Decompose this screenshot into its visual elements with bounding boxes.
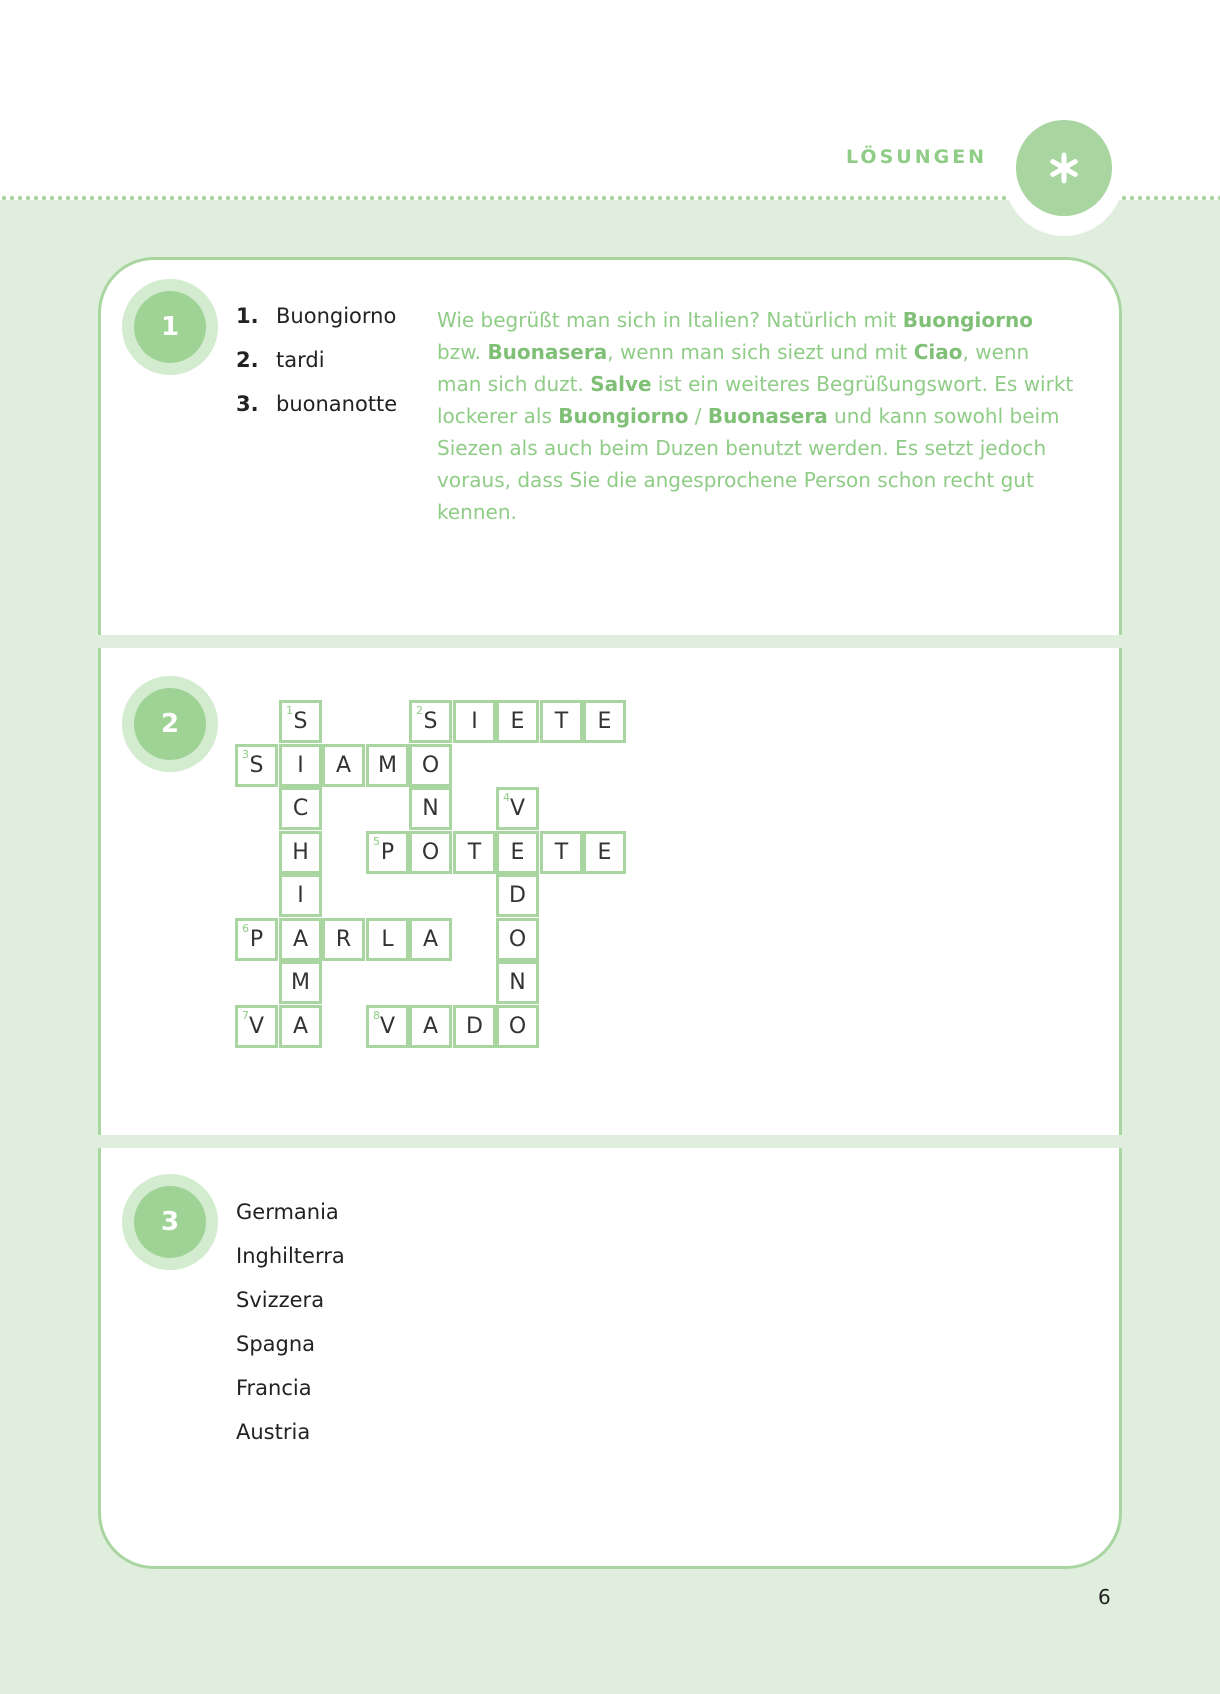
crossword-cell — [279, 700, 322, 743]
crossword-cell — [409, 1005, 452, 1048]
country-item: Germania — [236, 1200, 339, 1224]
clue-number: 1 — [286, 704, 293, 717]
crossword-cell — [322, 918, 365, 961]
country-item: Austria — [236, 1420, 311, 1444]
crossword-cell — [409, 831, 452, 874]
clue-number: 7 — [242, 1009, 249, 1022]
crossword-letter: N — [509, 970, 526, 995]
crossword-letter: E — [597, 840, 612, 865]
explanation-keyword: Buonasera — [487, 340, 608, 364]
crossword-letter: A — [422, 1014, 439, 1039]
crossword-cell — [496, 831, 539, 874]
crossword-letter: T — [554, 840, 569, 865]
crossword-cell — [540, 831, 583, 874]
crossword-letter: I — [471, 709, 478, 734]
crossword-letter: I — [297, 883, 304, 908]
crossword-cell — [409, 918, 452, 961]
answer-number: 2. — [236, 348, 259, 372]
crossword-letter: E — [597, 709, 612, 734]
explanation-segment: Wie begrüßt man sich in Italien? Natürlich mit — [437, 308, 903, 332]
crossword-letter: P — [380, 840, 395, 865]
crossword-cell — [279, 744, 322, 787]
crossword-letter: V — [379, 1014, 396, 1039]
crossword-letter: M — [378, 753, 397, 778]
country-item: Spagna — [236, 1332, 316, 1356]
crossword-cell — [366, 1005, 409, 1048]
explanation-keyword: Buonasera — [707, 404, 828, 428]
crossword-letter: P — [249, 927, 264, 952]
clue-number: 5 — [373, 835, 380, 848]
explanation-segment: , wenn man sich duzt. — [437, 340, 1030, 396]
crossword-cell — [496, 787, 539, 830]
crossword-letter: O — [421, 753, 440, 778]
crossword-cell — [453, 700, 496, 743]
crossword-letter: H — [292, 840, 309, 865]
answer-number: 3. — [236, 392, 259, 416]
country-list — [236, 1200, 345, 1464]
explanation-keyword: Ciao — [913, 340, 963, 364]
country-item: Svizzera — [236, 1288, 325, 1312]
answer-item — [236, 392, 397, 436]
clue-number: 2 — [416, 704, 423, 717]
clue-number: 8 — [373, 1009, 380, 1022]
answer-text: Buongiorno — [276, 304, 397, 328]
exercise-number-1 — [122, 279, 218, 375]
crossword-cell — [496, 700, 539, 743]
crossword-letter: D — [509, 883, 526, 908]
exercise-number-label: 1 — [134, 291, 206, 363]
explanation-segment: und kann sowohl beim Siezen als auch beim Duzen benutzt werden. Es setzt jedoch voraus, dass Sie die angesprochene Person schon recht gut kennen. — [437, 404, 1060, 524]
section-title: LÖSUNGEN — [846, 146, 988, 168]
exercise-number-3 — [122, 1174, 218, 1270]
crossword-letter: N — [422, 796, 439, 821]
crossword-cell — [540, 700, 583, 743]
answer-list — [236, 304, 397, 436]
answer-item — [236, 304, 397, 348]
crossword-grid — [235, 700, 635, 1052]
crossword-letter: A — [292, 1014, 309, 1039]
crossword-letter: O — [508, 927, 527, 952]
crossword-cell — [366, 744, 409, 787]
crossword-letter: C — [292, 796, 309, 821]
crossword-cell — [235, 1005, 278, 1048]
explanation-keyword: Salve — [590, 372, 652, 396]
explanation-keyword: Buongiorno — [558, 404, 689, 428]
crossword-cell — [279, 787, 322, 830]
crossword-cell — [453, 831, 496, 874]
crossword-letter: A — [335, 753, 352, 778]
crossword-cell — [583, 831, 626, 874]
crossword-letter: D — [466, 1014, 483, 1039]
exercise-number-2 — [122, 676, 218, 772]
crossword-cell — [453, 1005, 496, 1048]
explanation-text — [437, 304, 1077, 528]
crossword-cell — [279, 831, 322, 874]
exercise-number-label: 2 — [134, 688, 206, 760]
answer-number: 1. — [236, 304, 259, 328]
crossword-letter: O — [421, 840, 440, 865]
crossword-letter: T — [554, 709, 569, 734]
crossword-cell — [496, 1005, 539, 1048]
clue-number: 6 — [242, 922, 249, 935]
answer-text: tardi — [276, 348, 325, 372]
explanation-segment: ist ein weiteres Begrüßungswort. Es wirkt lockerer als — [437, 372, 1074, 428]
crossword-letter: V — [509, 796, 526, 821]
crossword-letter: S — [423, 709, 438, 734]
page-number: 6 — [1098, 1585, 1111, 1609]
crossword-cell — [583, 700, 626, 743]
crossword-cell — [496, 918, 539, 961]
answer-text: buonanotte — [276, 392, 398, 416]
crossword-letter: T — [467, 840, 482, 865]
crossword-cell — [235, 918, 278, 961]
answer-item — [236, 348, 397, 392]
crossword-cell — [496, 961, 539, 1004]
crossword-letter: M — [291, 970, 310, 995]
clue-number: 3 — [242, 748, 249, 761]
crossword-cell — [322, 744, 365, 787]
crossword-letter: R — [335, 927, 352, 952]
crossword-cell — [279, 874, 322, 917]
country-item: Francia — [236, 1376, 312, 1400]
clue-number: 4 — [503, 791, 510, 804]
crossword-letter: O — [508, 1014, 527, 1039]
crossword-letter: I — [297, 753, 304, 778]
crossword-letter: E — [510, 840, 525, 865]
crossword-letter: S — [249, 753, 264, 778]
explanation-keyword: Buongiorno — [902, 308, 1033, 332]
crossword-cell — [366, 831, 409, 874]
crossword-letter: L — [381, 927, 394, 952]
crossword-letter: S — [293, 709, 308, 734]
crossword-cell — [235, 744, 278, 787]
badge — [1016, 120, 1112, 216]
country-item: Inghilterra — [236, 1244, 345, 1268]
crossword-cell — [279, 961, 322, 1004]
explanation-segment: , wenn man sich siezt und mit — [607, 340, 914, 364]
crossword-cell — [496, 874, 539, 917]
crossword-cell — [409, 700, 452, 743]
crossword-cell — [366, 918, 409, 961]
exercise-number-label: 3 — [134, 1186, 206, 1258]
crossword-cell — [409, 744, 452, 787]
explanation-segment: bzw. — [437, 340, 488, 364]
explanation-segment: / — [688, 404, 708, 428]
crossword-cell — [279, 918, 322, 961]
star-icon — [1047, 151, 1081, 185]
crossword-letter: E — [510, 709, 525, 734]
crossword-cell — [409, 787, 452, 830]
crossword-letter: A — [422, 927, 439, 952]
crossword-letter: A — [292, 927, 309, 952]
crossword-cell — [279, 1005, 322, 1048]
crossword-letter: V — [248, 1014, 265, 1039]
